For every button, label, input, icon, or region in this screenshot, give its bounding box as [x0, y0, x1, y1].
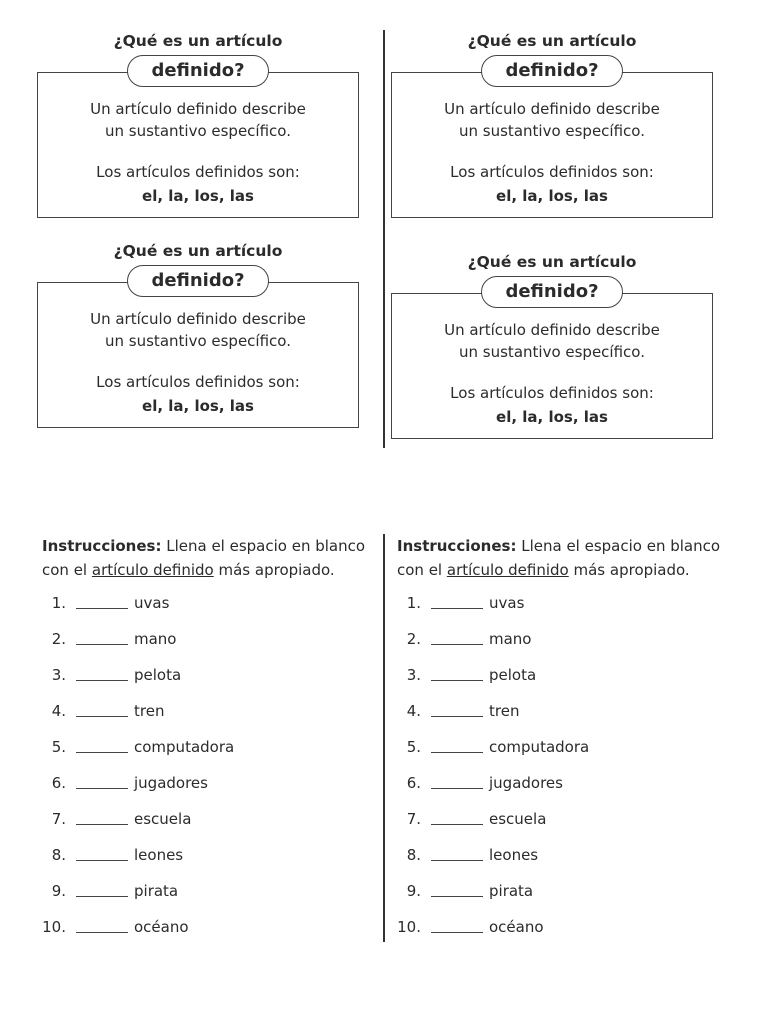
answer-blank[interactable]	[431, 932, 483, 933]
answer-blank[interactable]	[431, 644, 483, 645]
answer-blank[interactable]	[431, 788, 483, 789]
item-number: 9.	[51, 882, 66, 900]
card-question-pill: definido?	[481, 276, 623, 308]
card-description-line: Un artículo definido describe	[444, 321, 660, 339]
definition-card	[37, 242, 359, 428]
instructions-text: Llena el espacio en blanco con el	[42, 537, 366, 579]
answer-blank[interactable]	[431, 824, 483, 825]
item-word: océano	[489, 918, 544, 936]
item-word: escuela	[134, 810, 192, 828]
item-number: 7.	[51, 810, 66, 828]
answer-blank[interactable]	[431, 680, 483, 681]
card-articles: el, la, los, las	[496, 408, 608, 426]
card-list-label: Los artículos definidos son:	[450, 163, 654, 181]
instructions-key-term: artículo definido	[91, 561, 214, 579]
item-word: océano	[134, 918, 189, 936]
answer-blank[interactable]	[76, 860, 128, 861]
item-word: mano	[489, 630, 532, 648]
item-word: leones	[134, 846, 184, 864]
card-articles: el, la, los, las	[142, 187, 254, 205]
card-description	[391, 98, 713, 142]
item-word: pirata	[134, 882, 179, 900]
item-number: 3.	[51, 666, 66, 684]
item-word: jugadores	[489, 774, 563, 792]
item-word: uvas	[489, 594, 525, 612]
answer-blank[interactable]	[76, 896, 128, 897]
card-question-pill: definido?	[481, 55, 623, 87]
answer-blank[interactable]	[76, 824, 128, 825]
answer-blank[interactable]	[76, 788, 128, 789]
card-description	[37, 98, 359, 142]
item-number: 4.	[51, 702, 66, 720]
item-number: 6.	[51, 774, 66, 792]
answer-blank[interactable]	[76, 932, 128, 933]
item-word: tren	[134, 702, 165, 720]
answer-blank[interactable]	[431, 716, 483, 717]
instructions-text: Llena el espacio en blanco con el	[397, 537, 721, 579]
instructions-label: Instrucciones:	[42, 537, 162, 555]
cut-line-bottom	[383, 534, 385, 942]
item-number: 5.	[406, 738, 421, 756]
item-word: pirata	[489, 882, 534, 900]
item-number: 3.	[406, 666, 421, 684]
item-number: 10.	[397, 918, 421, 936]
item-number: 5.	[51, 738, 66, 756]
card-question-line: ¿Qué es un artículo	[467, 253, 637, 271]
card-description-line: Un artículo definido describe	[444, 100, 660, 118]
instructions	[397, 534, 737, 582]
answer-blank[interactable]	[431, 752, 483, 753]
item-number: 1.	[406, 594, 421, 612]
answer-blank[interactable]	[76, 608, 128, 609]
cut-line-top	[383, 30, 385, 448]
item-word: jugadores	[134, 774, 208, 792]
item-word: pelota	[134, 666, 182, 684]
instructions-label: Instrucciones:	[397, 537, 517, 555]
item-number: 4.	[406, 702, 421, 720]
card-question-pill: definido?	[127, 55, 269, 87]
item-number: 6.	[406, 774, 421, 792]
instructions-text: más apropiado.	[568, 561, 690, 579]
worksheet	[42, 534, 382, 936]
card-list-label: Los artículos definidos son:	[96, 163, 300, 181]
item-word: computadora	[489, 738, 590, 756]
card-description-line: Un artículo definido describe	[90, 310, 306, 328]
answer-blank[interactable]	[431, 896, 483, 897]
item-word: pelota	[489, 666, 537, 684]
card-description-line: un sustantivo específico.	[459, 122, 645, 140]
definition-card	[37, 32, 359, 218]
worksheet	[397, 534, 737, 936]
item-word: mano	[134, 630, 177, 648]
item-word: leones	[489, 846, 539, 864]
item-number: 2.	[51, 630, 66, 648]
answer-blank[interactable]	[431, 860, 483, 861]
card-description	[37, 308, 359, 352]
card-question-line: ¿Qué es un artículo	[113, 32, 283, 50]
card-list-label: Los artículos definidos son:	[96, 373, 300, 391]
instructions	[42, 534, 382, 582]
card-question-pill: definido?	[127, 265, 269, 297]
answer-blank[interactable]	[76, 680, 128, 681]
card-description-line: un sustantivo específico.	[105, 332, 291, 350]
card-question-line: ¿Qué es un artículo	[113, 242, 283, 260]
item-number: 10.	[42, 918, 66, 936]
item-number: 2.	[406, 630, 421, 648]
item-number: 1.	[51, 594, 66, 612]
card-articles: el, la, los, las	[496, 187, 608, 205]
instructions-text: más apropiado.	[213, 561, 335, 579]
answer-blank[interactable]	[76, 644, 128, 645]
item-word: tren	[489, 702, 520, 720]
card-question-line: ¿Qué es un artículo	[467, 32, 637, 50]
card-list-label: Los artículos definidos son:	[450, 384, 654, 402]
answer-blank[interactable]	[431, 608, 483, 609]
card-description-line: Un artículo definido describe	[90, 100, 306, 118]
answer-blank[interactable]	[76, 716, 128, 717]
item-word: uvas	[134, 594, 170, 612]
item-number: 9.	[406, 882, 421, 900]
instructions-key-term: artículo definido	[446, 561, 569, 579]
item-word: computadora	[134, 738, 235, 756]
item-number: 8.	[406, 846, 421, 864]
card-description-line: un sustantivo específico.	[105, 122, 291, 140]
answer-blank[interactable]	[76, 752, 128, 753]
item-word: escuela	[489, 810, 547, 828]
card-description	[391, 319, 713, 363]
card-articles: el, la, los, las	[142, 397, 254, 415]
item-number: 8.	[51, 846, 66, 864]
item-number: 7.	[406, 810, 421, 828]
definition-card	[391, 32, 713, 218]
card-description-line: un sustantivo específico.	[459, 343, 645, 361]
definition-card	[391, 253, 713, 439]
